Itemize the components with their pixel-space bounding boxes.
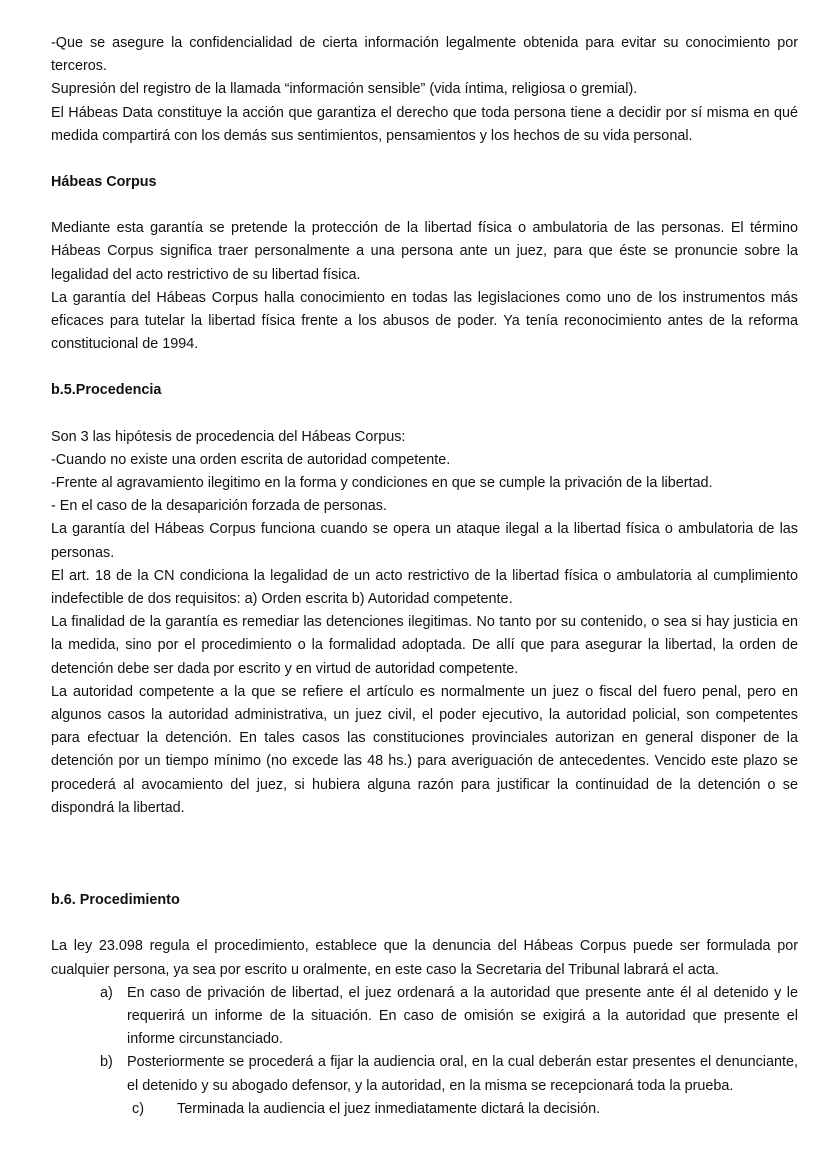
list-item <box>100 1051 798 1097</box>
list-marker: b) <box>100 1054 113 1071</box>
list-item: -Frente al agravamiento ilegitimo en la forma y condiciones en que se cumple la privación de la libertad. <box>51 475 713 492</box>
paragraph-procedencia-finalidad: La finalidad de la garantía es remediar las detenciones ilegitimas. No tanto por su contenido, o sea si hay justicia en la medida, sino por el procedimiento o la formalidad adoptada. De allí que para asegurar la libertad, la orden de detención debe ser dada por escrito y en virtud de autoridad competente. <box>51 614 798 677</box>
paragraph-procedencia-ataque: La garantía del Hábeas Corpus funciona cuando se opera un ataque ilegal a la libertad física o ambulatoria de las personas. <box>51 521 798 561</box>
paragraph-habeas-data: El Hábeas Data constituye la acción que garantiza el derecho que toda persona tiene a decidir por sí misma en qué medida compartirá con los demás sus sentimientos, pensamientos y los hechos de su vida personal. <box>51 104 798 144</box>
heading-procedencia: b.5.Procedencia <box>51 382 162 399</box>
procedimiento-list <box>51 982 798 1098</box>
paragraph-habeas-corpus-garantia: La garantía del Hábeas Corpus halla conocimiento en todas las legislaciones como uno de los instrumentos más eficaces para tutelar la libertad física frente a los abusos de poder. Ya tenía reconocimiento antes de la reforma constitucional de 1994. <box>51 289 798 353</box>
list-item <box>100 982 798 1052</box>
heading-procedimiento: b.6. Procedimiento <box>51 892 180 909</box>
list-item-text: Terminada la audiencia el juez inmediatamente dictará la decisión. <box>177 1100 601 1117</box>
list-item <box>51 1098 798 1121</box>
list-item-text: En caso de privación de libertad, el juez ordenará a la autoridad que presente ante él al detenido y le requerirá un informe de la situación. En caso de omisión se exigirá a la autoridad que presente el informe circunstanciado. <box>127 984 798 1048</box>
list-item-text: Posteriormente se procederá a fijar la audiencia oral, en la cual deberán estar presentes el denunciante, el detenido y su abogado defensor, y la autoridad, en la misma se recepcionará toda la prueba. <box>127 1054 798 1094</box>
list-marker: c) <box>132 1100 144 1117</box>
paragraph-procedencia-intro: Son 3 las hipótesis de procedencia del Hábeas Corpus: <box>51 428 406 445</box>
paragraph-supresion: Supresión del registro de la llamada “información sensible” (vida íntima, religiosa o gremial). <box>51 81 638 98</box>
paragraph-confidencialidad: -Que se asegure la confidencialidad de cierta información legalmente obtenida para evitar su conocimiento por terceros. <box>51 35 798 75</box>
paragraph-habeas-corpus-definicion: Mediante esta garantía se pretende la protección de la libertad física o ambulatoria de las personas. El término Hábeas Corpus significa traer personalmente a una persona ante un juez, para que éste se pronuncie sobre la legalidad del acto restrictivo de su libertad física. <box>51 220 798 283</box>
paragraph-procedencia-autoridad: La autoridad competente a la que se refiere el artículo es normalmente un juez o fiscal del fuero penal, pero en algunos casos la autoridad administrativa, un juez civil, el poder ejecutivo, la autoridad policial, son competentes para efectuar la detención. En tales casos las constituciones provinciales autorizan en general disponer de la detención por un tiempo mínimo (no excede las 48 hs.) para averiguación de antecedentes. Vencido este plazo se procederá al avocamiento del juez, si hubiera alguna razón para justificar la continuidad de la detención o se dispondrá la libertad. <box>51 683 798 816</box>
heading-habeas-corpus: Hábeas Corpus <box>51 174 157 191</box>
list-marker: a) <box>100 984 113 1001</box>
paragraph-procedimiento-intro: La ley 23.098 regula el procedimiento, establece que la denuncia del Hábeas Corpus puede ser formulada por cualquier persona, ya sea por escrito u oralmente, en este caso la Secretaria del Tribunal labrará el acta. <box>51 938 798 978</box>
list-item: - En el caso de la desaparición forzada de personas. <box>51 498 387 515</box>
paragraph-procedencia-art18: El art. 18 de la CN condiciona la legalidad de un acto restrictivo de la libertad física o ambulatoria al cumplimiento indefectible de dos requisitos: a) Orden escrita b) Autoridad competente. <box>51 567 798 608</box>
list-item: -Cuando no existe una orden escrita de autoridad competente. <box>51 451 451 468</box>
